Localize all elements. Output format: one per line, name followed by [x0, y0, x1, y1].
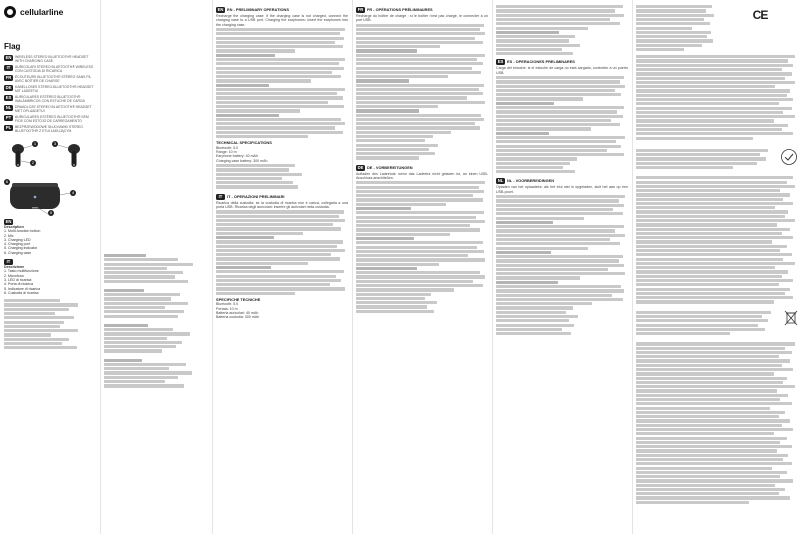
language-item: NL DRAADLOZE STEREO BLUETOOTH® HEADSET MET OPLAADETUI: [5, 105, 92, 113]
section-fr: FR FR - OPÉRATIONS PRÉLIMINAIRES: [357, 7, 433, 12]
section-de-body: [356, 181, 488, 313]
legends-column: [100, 0, 212, 534]
instructions-column-1: EN EN - PRELIMINARY OPERATIONS Recharge the charging case: if the charging case is not charged, connect the charging case to a USB port. Charging the earphones: insert the earphones into the charging case. TECHNICAL SPECIFICATIONS Bluetooth: 5.0 Range: 10 m Earphone battery: 40 mAh Charging case battery: 300 mAh IT IT - OPERAZIONI PRELIMINARI Ricarica della custodia: se la custodia di ricarica non è carica, collegarla a una porta USB. Ricarica degli auricolari: inserire gli auricolari nella custodia. SPECIFICHE TECNICHE Bluetooth: 5.0 Portata: 10 m Batteria auricolari: 40 mAh Batteria custodia: 300 mAh: [216, 7, 348, 320]
ce-mark: CE: [752, 8, 768, 22]
language-item: PL BEZPRZEWODOWE SŁUCHAWKI STEREO BLUETOOTH® Z ETUI ŁADUJĄCYM: [5, 125, 83, 133]
callout-number: 4: [71, 190, 75, 195]
declaration-text-3: [636, 342, 798, 504]
callout-number: 2: [31, 160, 35, 165]
language-item: IT AURICOLARI STEREO BLUETOOTH® WIRELESS CON CUSTODIA DI RICARICA: [4, 65, 97, 73]
brand-name: cellularline: [20, 7, 64, 17]
declaration-text-2: [636, 176, 798, 303]
section-es-body: [496, 76, 628, 173]
language-item: EN WIRELESS STEREO BLUETOOTH® HEADSET WITH CHARGING CASE: [5, 55, 89, 63]
section-it-body: [216, 210, 348, 295]
parts-legend-en: EN Description 1. Multi-function button 2. Mic 3. Charging LED 4. Charging port 5. Charging indicator 6. Charging case: [4, 219, 41, 255]
language-item: FR ÉCOUTEURS BLUETOOTH® STÉRÉO SANS FIL AVEC BOÎTIER DE CHARGE: [5, 75, 92, 83]
section-en: EN EN - PRELIMINARY OPERATIONS: [217, 7, 289, 12]
section-en-body: [216, 28, 348, 138]
section-fr-body: [356, 24, 488, 160]
language-item: DE KABELLOSES STEREO-BLUETOOTH®-HEADSET MIT LADEETUI: [5, 85, 94, 93]
language-item: ES AURICULARES ESTÉREO BLUETOOTH® INALÁMBRICOS CON ESTUCHE DE CARGA: [5, 95, 85, 103]
weee-bin-icon: [784, 310, 798, 326]
callout-number: 1: [33, 141, 37, 146]
declaration-text: [636, 55, 798, 140]
brand-logo-icon: [4, 6, 16, 18]
language-list: [4, 55, 97, 133]
instructions-column-3: ES ES - OPERACIONES PRELIMINARES Carga del estuche: si el estuche de carga no está cargado, conéctelo a un puerto USB. NL NL - VOORBEREIDINGEN Opladen van het oplaadetui: als het etui niet is opgeladen, sluit het aan op een USB-poort.: [492, 0, 632, 534]
checkmark-seal-icon: [780, 148, 798, 166]
specs-heading-it: SPECIFICHE TECNICHE: [216, 296, 261, 302]
left-earbud-icon: [12, 144, 24, 167]
callout-number: 3: [53, 141, 57, 146]
charging-case-icon: [10, 183, 60, 209]
callout-number: 5: [49, 210, 53, 215]
cover-column: [0, 0, 100, 534]
spec-block-top: [496, 5, 628, 55]
section-nl-body: [496, 195, 628, 335]
section-de: DE DE - VORBEREITUNGEN: [357, 164, 413, 170]
right-earbud-icon: [68, 144, 80, 167]
brand-logo: [4, 6, 97, 18]
callout-number: 6: [5, 179, 9, 184]
section-it: IT IT - OPERAZIONI PRELIMINARI: [216, 194, 348, 200]
product-illustration: [4, 139, 97, 217]
instructions-column-2: FR FR - OPÉRATIONS PRÉLIMINAIRES Recharge du boîtier de charge : si le boîtier n'est pas chargé, le connecter à un port USB. DE DE - VORBEREITUNGEN Aufladen des Ladeetuis: wenn das Ladeetui nicht geladen ist, an einen USB-Anschluss anschließen.: [352, 0, 492, 534]
declarations-column: [632, 0, 802, 534]
section-nl: NL NL - VOORBEREIDINGEN: [497, 178, 555, 184]
specs-heading-en: TECHNICAL SPECIFICATIONS: [216, 140, 272, 146]
parts-legend-it: IT Descrizione 1. Tasto multifunzione 2. Microfono 3. LED di ricarica 4. Porta di ricarica 5. Indicatore di ricarica 6. Custodia di ricarica: [4, 259, 41, 295]
language-item: PT AURICULARES ESTÉREO BLUETOOTH® SEM FIOS COM ESTOJO DE CARREGAMENTO: [5, 115, 89, 123]
product-title: Flag: [4, 42, 21, 51]
earbuds-illustration: [4, 139, 98, 217]
more-legends: [4, 299, 97, 349]
section-es: ES ES - OPERACIONES PRELIMINARES: [497, 59, 575, 65]
